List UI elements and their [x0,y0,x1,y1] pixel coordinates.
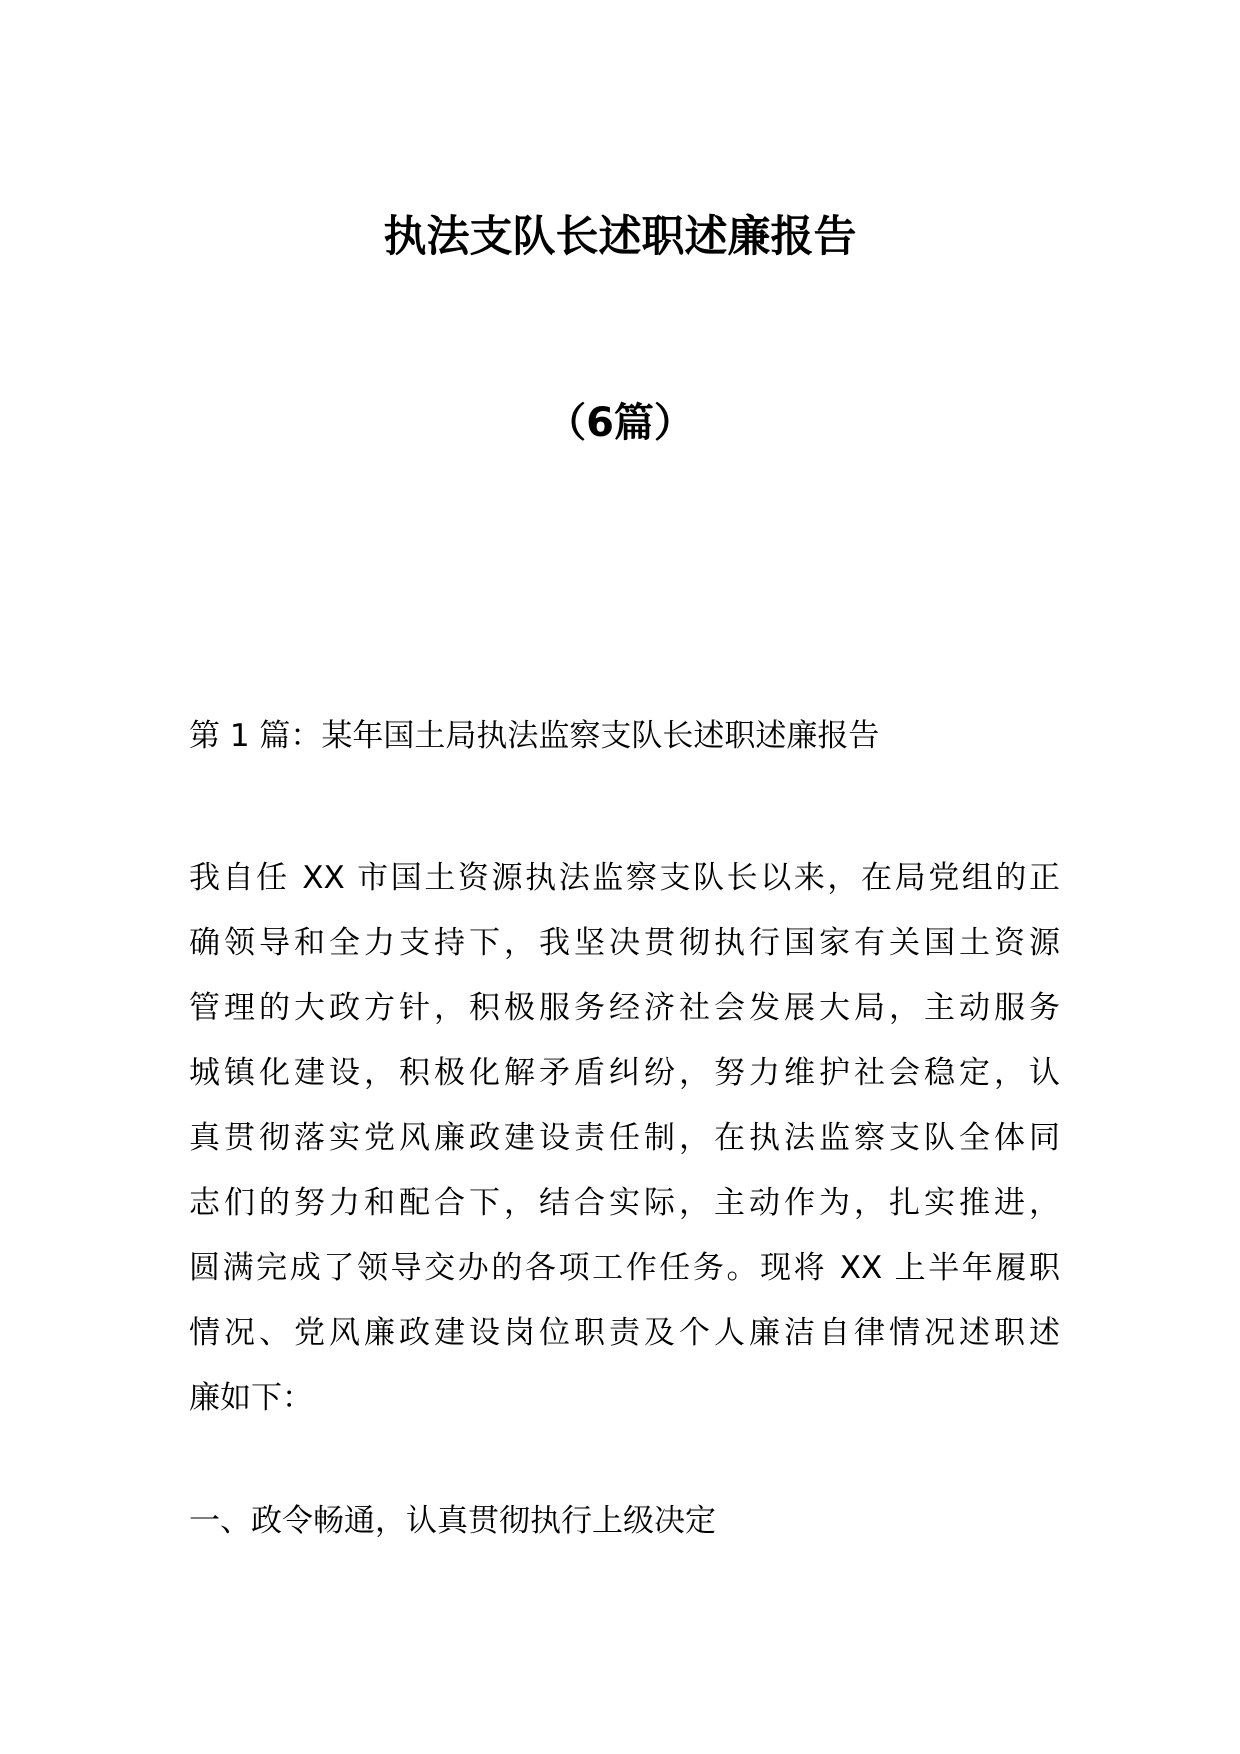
paragraph-line: 确领导和全力支持下，我坚决贯彻执行国家有关国土资源 [189,925,1060,961]
section-heading: 一、政令畅通，认真贯彻执行上级决定 [189,1503,716,1539]
paragraph-line: 圆满完成了领导交办的各项工作任务。现将 XX 上半年履职 [189,1250,1060,1286]
document-title: 执法支队长述职述廉报告 [383,212,857,262]
paragraph-line: 情况、党风廉政建设岗位职责及个人廉洁自律情况述职述 [189,1315,1060,1351]
paragraph-line: 真贯彻落实党风廉政建设责任制，在执法监察支队全体同 [189,1120,1060,1156]
paragraph-line: 管理的大政方针，积极服务经济社会发展大局，主动服务 [189,990,1060,1026]
intro-paragraph [189,846,1060,1431]
paragraph-line: 廉如下： [189,1380,313,1416]
chapter-heading: 第 1 篇：某年国土局执法监察支队长述职述廉报告 [189,718,880,754]
paragraph-line: 城镇化建设，积极化解矛盾纠纷，努力维护社会稳定，认 [189,1055,1060,1091]
paragraph-line: 志们的努力和配合下，结合实际，主动作为，扎实推进， [189,1185,1060,1221]
paragraph-line: 我自任 XX 市国土资源执法监察支队长以来，在局党组的正 [189,860,1060,896]
document-subtitle: （6篇） [546,400,694,446]
